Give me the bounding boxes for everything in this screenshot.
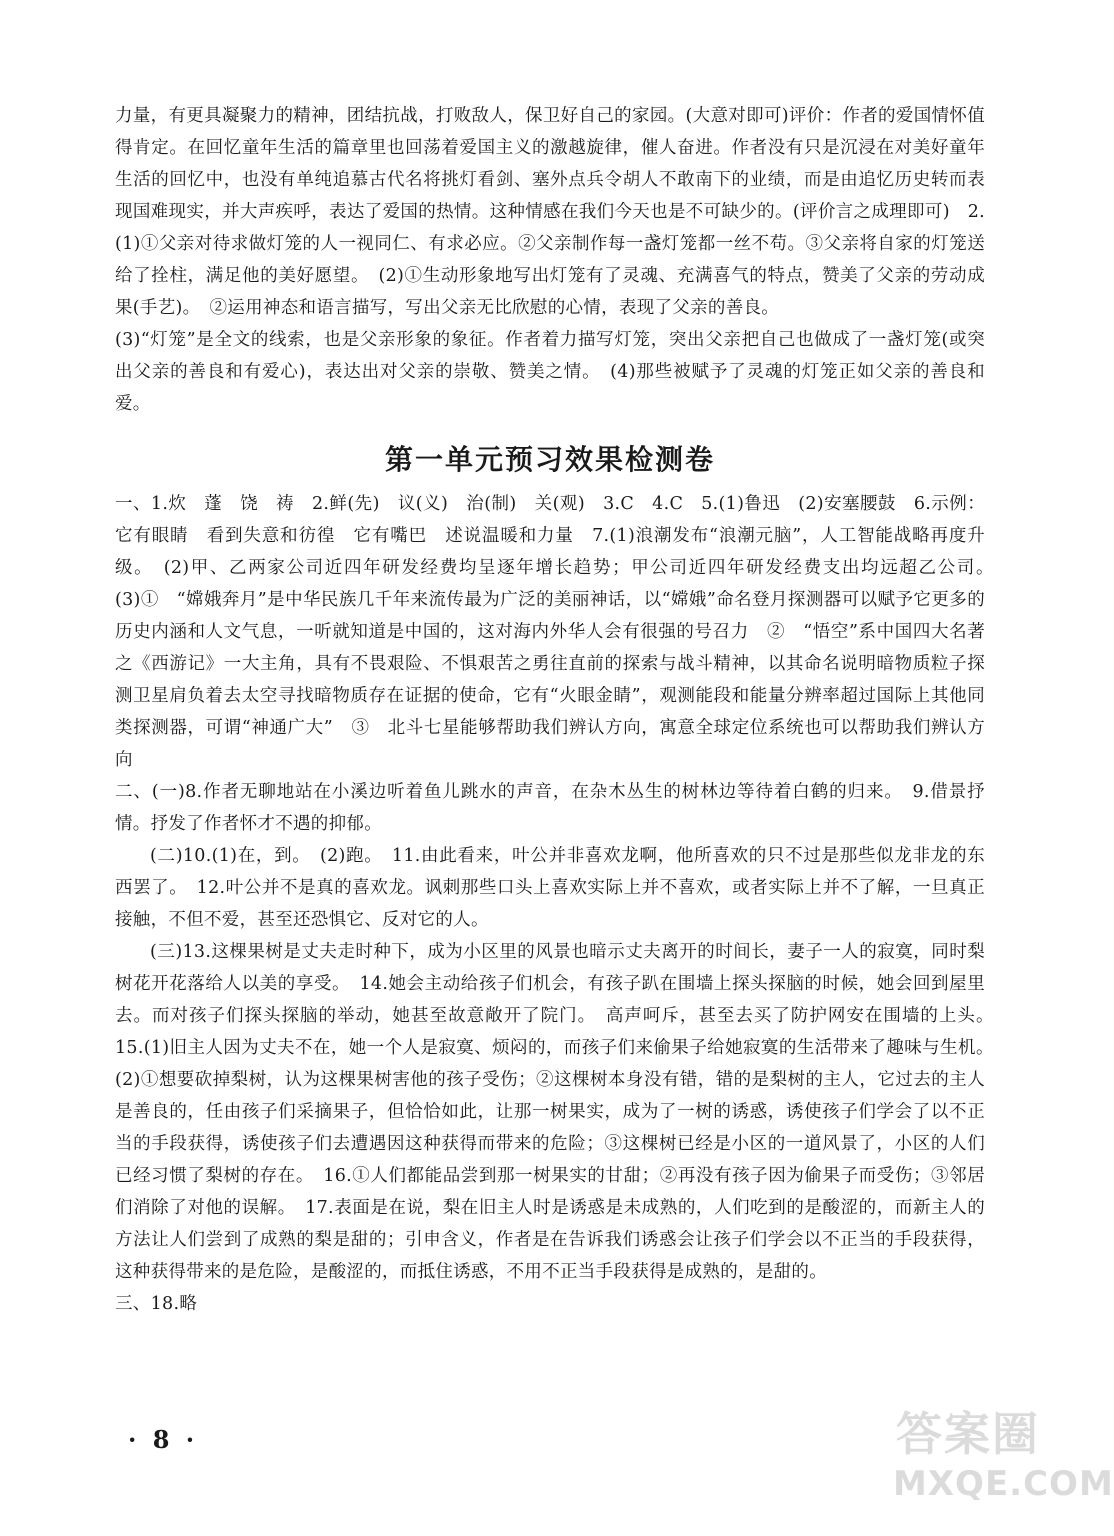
page-number: · 8 · [128,1425,199,1454]
answer-section-two-part-one: 二、(一)8.作者无聊地站在小溪边听着鱼儿跳水的声音，在杂木丛生的树林边等待着白鹤的归来。 9.借景抒情。抒发了作者怀才不遇的抑郁。 [115,782,985,834]
answer-section-three: 三、18.略 [115,1294,198,1314]
answer-paragraph-lantern: (3)“灯笼”是全文的线索，也是父亲形象的象征。作者着力描写灯笼，突出父亲把自己也做成了一盏灯笼(或突出父亲的善良和有爱心)，表达出对父亲的崇敬、赞美之情。 (4)那些被赋予了灵魂的灯笼正如父亲的善良和爱。 [115,330,985,414]
section-title: 第一单元预习效果检测卷 [384,443,715,476]
watermark-en-text: MXQE.COM [893,1464,1114,1504]
watermark-logo [893,1398,1114,1518]
answer-section-two-part-three: (三)13.这棵果树是丈夫走时种下，成为小区里的风景也暗示丈夫离开的时间长，妻子一人的寂寞，同时梨树花开花落给人以美的享受。 14.她会主动给孩子们机会，有孩子趴在围墙上探头探脑的时候，她会回到屋里去。而对孩子们探头探脑的举动，她甚至故意敞开了院门。 高声呵斥，甚至去买了防护网安在围墙的上头。 15.(1)旧主人因为丈夫不在，她一个人是寂寞、烦闷的，而孩子们来偷果子给她寂寞的生活带来了趣味与生机。 (2)①想要砍掉梨树，认为这棵果树害他的孩子受伤；②这棵树本身没有错，错的是梨树的主人，它过去的主人是善良的，任由孩子们采摘果子，但恰恰如此，让那一树果实，成为了一树的诱惑，诱使孩子们学会了以不正当的手段获得，诱使孩子们去遭遇因这种获得而带来的危险；③这棵树已经是小区的一道风景了，小区的人们已经习惯了梨树的存在。 16.①人们都能品尝到那一树果实的甘甜；②再没有孩子因为偷果子而受伤；③邻居们消除了对他的误解。 17.表面是在说，梨在旧主人时是诱惑是未成熟的，人们吃到的是酸涩的，而新主人的方法让人们尝到了成熟的梨是甜的；引申含义，作者是在告诉我们诱惑会让孩子们学会以不正当的手段获得，这种获得带来的是危险，是酸涩的，而抵住诱惑，不用不正当手段获得是成熟的，是甜的。 [115,942,1003,1282]
answer-section-one: 一、1.炊 蓬 饶 祷 2.鲜(先) 议(义) 治(制) 关(观) 3.C 4.C 5.(1)鲁迅 (2)安塞腰鼓 6.示例：它有眼睛 看到失意和彷徨 它有嘴巴 述说温暖和力量 7.(1)浪潮发布“浪潮元脑”，人工智能战略再度升级。 (2)甲、乙两家公司近四年研发经费均呈逐年增长趋势；甲公司近四年研发经费支出均远超乙公司。 (3)① “嫦娥奔月”是中华民族几千年来流传最为广泛的美丽神话，以“嫦娥”命名登月探测器可以赋予它更多的历史内涵和人文气息，一听就知道是中国的，这对海内外华人会有很强的号召力 ② “悟空”系中国四大名著之《西游记》一大主角，具有不畏艰险、不惧艰苦之勇往直前的探索与战斗精神，以其命名说明暗物质粒子探测卫星肩负着去太空寻找暗物质存在证据的使命，它有“火眼金睛”，观测能段和能量分辨率超过国际上其他同类探测器，可谓“神通广大” ③ 北斗七星能够帮助我们辨认方向，寓意全球定位系统也可以帮助我们辨认方向 [115,494,1003,770]
answer-section-two-part-two: (二)10.(1)在，到。 (2)跑。 11.由此看来，叶公并非喜欢龙啊，他所喜欢的只不过是那些似龙非龙的东西罢了。 12.叶公并不是真的喜欢龙。讽刺那些口头上喜欢实际上并不喜欢，或者实际上并不了解，一旦真正接触，不但不爱，甚至还恐惧它、反对它的人。 [115,846,985,930]
document-body [115,100,1003,1320]
answer-paragraph-continued: 力量，有更具凝聚力的精神，团结抗战，打败敌人，保卫好自己的家园。(大意对即可)评价：作者的爱国情怀值得肯定。在回忆童年生活的篇章里也回荡着爱国主义的激越旋律，催人奋进。作者没有只是沉浸在对美好童年生活的回忆中，也没有单纯追慕古代名将挑灯看剑、塞外点兵令胡人不敢南下的业绩，而是由追忆历史转而表现国难现实，并大声疾呼，表达了爱国的热情。这种情感在我们今天也是不可缺少的。(评价言之成理即可) 2.(1)①父亲对待求做灯笼的人一视同仁、有求必应。②父亲制作每一盏灯笼都一丝不苟。③父亲将自家的灯笼送给了拴柱，满足他的美好愿望。 (2)①生动形象地写出灯笼有了灵魂、充满喜气的特点，赞美了父亲的劳动成果(手艺)。 ②运用神态和语言描写，写出父亲无比欣慰的心情，表现了父亲的善良。 [115,106,985,318]
watermark-cn-text: 答案圈 [896,1407,1040,1461]
